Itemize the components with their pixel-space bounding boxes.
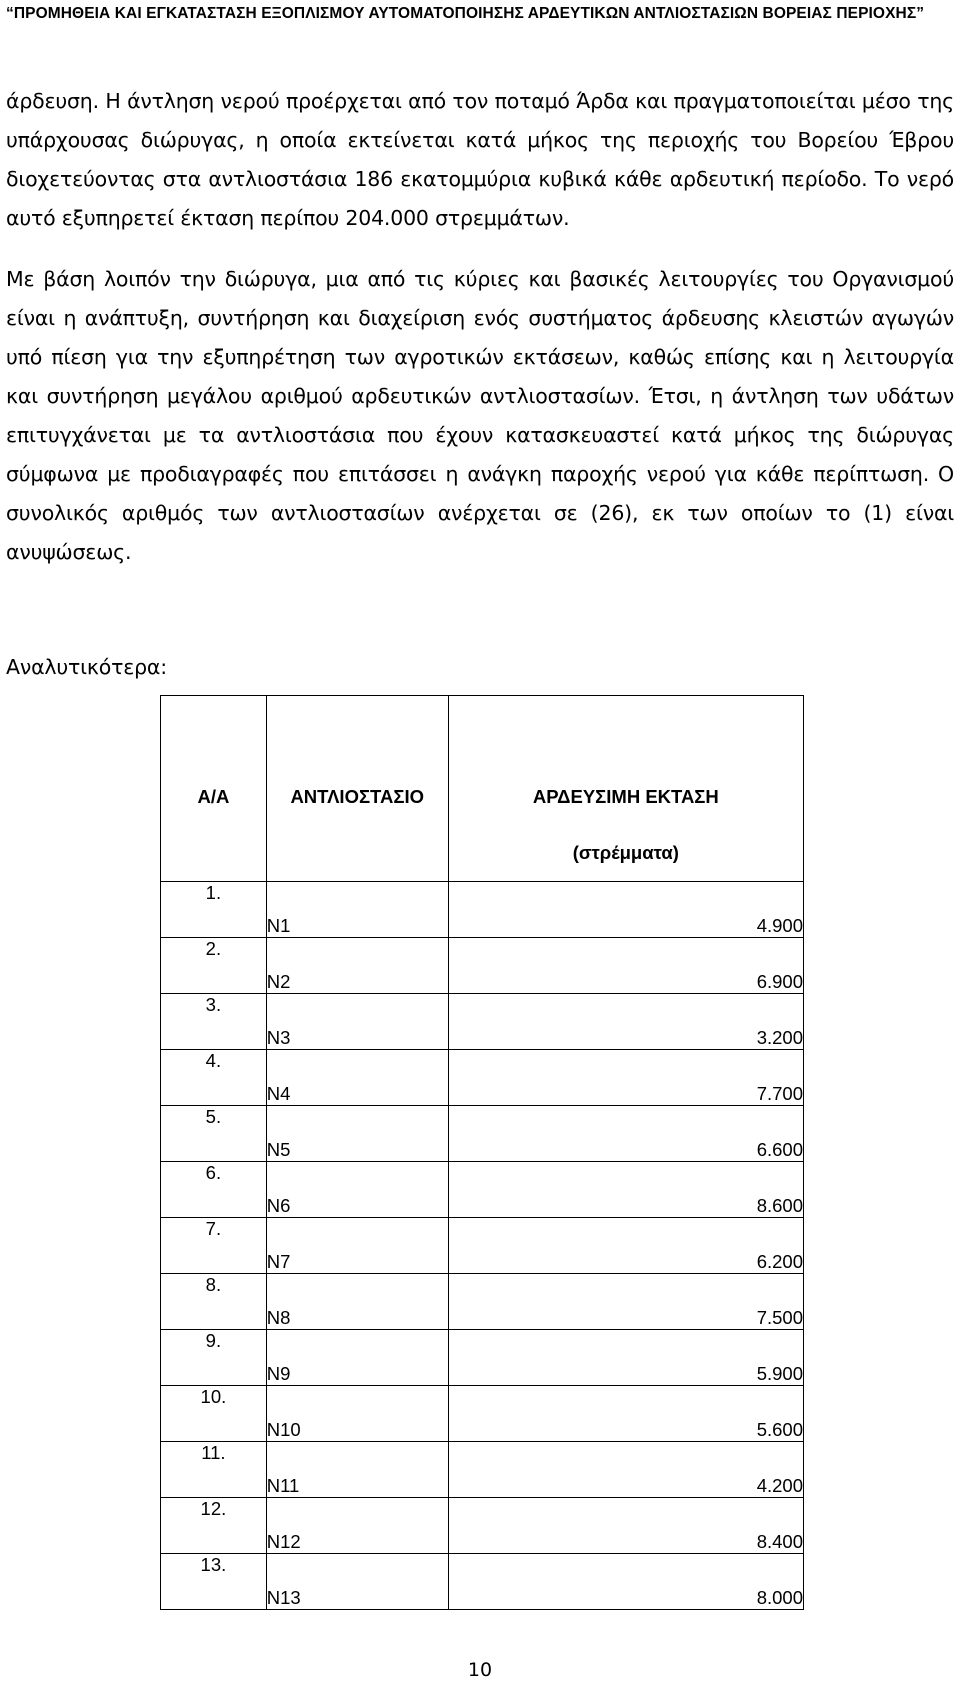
table-body [161,882,804,1610]
cell-irrigable-area: 6.600 [448,1106,803,1162]
document-header-title: “ΠΡΟΜΗΘΕΙΑ ΚΑΙ ΕΓΚΑΤΑΣΤΑΣΗ ΕΞΟΠΛΙΣΜΟΥ ΑΥΤΟΜΑΤΟΠΟΙΗΣΗΣ ΑΡΔΕΥΤΙΚΩΝ ΑΝΤΛΙΟΣΤΑΣΙΩΝ ΒΟΡΕΙΑΣ ΠΕΡΙΟΧΗΣ” [6,5,925,22]
cell-serial-number: 8. [161,1274,267,1330]
page-number: 10 [467,1659,493,1681]
table-row [161,1274,804,1330]
cell-irrigable-area: 6.200 [448,1218,803,1274]
cell-pumping-station: Ν3 [266,994,448,1050]
pumping-stations-table [160,695,804,1610]
header-irrigable-area [448,696,803,882]
header-irrigable-area-label: ΑΡΔΕΥΣΙΜΗ ΕΚΤΑΣΗ [532,786,719,807]
cell-irrigable-area: 7.500 [448,1274,803,1330]
cell-irrigable-area: 7.700 [448,1050,803,1106]
cell-irrigable-area: 8.400 [448,1498,803,1554]
cell-irrigable-area: 5.600 [448,1386,803,1442]
cell-serial-number: 10. [161,1386,267,1442]
cell-irrigable-area: 4.200 [448,1442,803,1498]
cell-pumping-station: Ν8 [266,1274,448,1330]
cell-pumping-station: Ν11 [266,1442,448,1498]
table-row [161,1386,804,1442]
table-row [161,1106,804,1162]
table-row [161,1050,804,1106]
cell-serial-number: 12. [161,1498,267,1554]
cell-irrigable-area: 4.900 [448,882,803,938]
cell-pumping-station: Ν2 [266,938,448,994]
cell-serial-number: 11. [161,1442,267,1498]
table-row [161,882,804,938]
table-row [161,1442,804,1498]
cell-pumping-station: Ν12 [266,1498,448,1554]
cell-serial-number: 1. [161,882,267,938]
cell-pumping-station: Ν13 [266,1554,448,1610]
table-row [161,994,804,1050]
cell-serial-number: 5. [161,1106,267,1162]
table-row [161,938,804,994]
table-row [161,1162,804,1218]
cell-pumping-station: Ν9 [266,1330,448,1386]
cell-irrigable-area: 3.200 [448,994,803,1050]
cell-serial-number: 6. [161,1162,267,1218]
header-serial-number: Α/Α [161,696,267,882]
cell-serial-number: 13. [161,1554,267,1610]
table-header-row [161,696,804,882]
cell-serial-number: 7. [161,1218,267,1274]
table-row [161,1330,804,1386]
paragraph-details-intro: Αναλυτικότερα: [6,655,167,679]
cell-serial-number: 9. [161,1330,267,1386]
cell-pumping-station: Ν7 [266,1218,448,1274]
cell-pumping-station: Ν10 [266,1386,448,1442]
table-row [161,1218,804,1274]
cell-pumping-station: Ν4 [266,1050,448,1106]
cell-serial-number: 4. [161,1050,267,1106]
cell-irrigable-area: 8.600 [448,1162,803,1218]
table-row [161,1498,804,1554]
paragraph-organization-functions: Με βάση λοιπόν την διώρυγα, μια από τις κύριες και βασικές λειτουργίες του Οργανισμού είναι η ανάπτυξη, συντήρηση και διαχείριση ενός συστήματος άρδευσης κλειστών αγωγών υπό πίεση για την εξυπηρέτηση των αγροτικών εκτάσεων, καθώς επίσης και η λειτουργία και συντήρηση μεγάλου αριθμού αρδευτικών αντλιοστασίων. Έτσι, η άντληση των υδάτων επιτυγχάνεται με τα αντλιοστάσια που έχουν κατασκευαστεί κατά μήκος της διώρυγας σύμφωνα με προδιαγραφές που επιτάσσει η ανάγκη παροχής νερού για κάθε περίπτωση. Ο συνολικός αριθμός των αντλιοστασίων ανέρχεται σε (26), εκ των οποίων το (1) είναι ανυψώσεως. [6,267,954,564]
cell-serial-number: 3. [161,994,267,1050]
cell-irrigable-area: 5.900 [448,1330,803,1386]
cell-irrigable-area: 6.900 [448,938,803,994]
header-irrigable-area-unit: (στρέμματα) [572,842,679,863]
cell-pumping-station: Ν1 [266,882,448,938]
table-row [161,1554,804,1610]
paragraph-irrigation-source: άρδευση. Η άντληση νερού προέρχεται από τον ποταμό Άρδα και πραγματοποιείται μέσο της υπάρχουσας διώρυγας, η οποία εκτείνεται κατά μήκος της περιοχής του Βορείου Έβρου διοχετεύοντας στα αντλιοστάσια 186 εκατομμύρια κυβικά κάθε αρδευτική περίοδο. Το νερό αυτό εξυπηρετεί έκταση περίπου 204.000 στρεμμάτων. [6,89,954,230]
cell-serial-number: 2. [161,938,267,994]
header-pumping-station: ΑΝΤΛΙΟΣΤΑΣΙΟ [266,696,448,882]
cell-pumping-station: Ν6 [266,1162,448,1218]
cell-pumping-station: Ν5 [266,1106,448,1162]
cell-irrigable-area: 8.000 [448,1554,803,1610]
